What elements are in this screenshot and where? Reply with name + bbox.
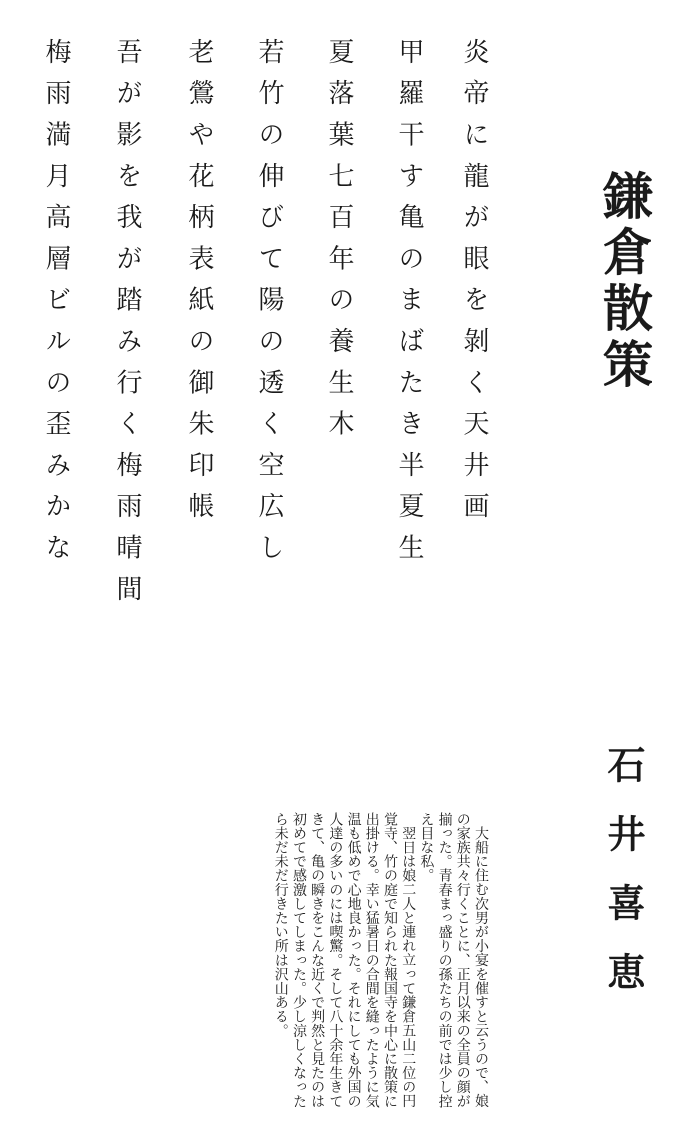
prose-essay (128, 812, 490, 1112)
poem-4: 若竹の伸びて陽の透く空広し (254, 38, 284, 575)
author-name: 石井喜恵 (601, 745, 646, 1021)
poem-6: 吾が影を我が踏み行く梅雨晴間 (112, 38, 142, 617)
prose-paragraph-1: 大船に住む次男が小宴を催すと云うので、娘の家族共々行くことに、正月以来の全員の顔が揃った。青春まっ盛りの孫たちの前では少し控え目な私。 (418, 812, 489, 1109)
poem-7: 梅雨満月高層ビルの歪みかな (41, 38, 71, 575)
poem-5: 老鶯や花柄表紙の御朱印帳 (184, 38, 214, 534)
poem-3: 夏落葉七百年の養生木 (324, 38, 354, 451)
poem-2: 甲羅干す亀のまばたき半夏生 (394, 38, 424, 575)
page-title: 鎌倉散策 (595, 170, 654, 394)
poem-1: 炎帝に龍が眼を剝く天井画 (459, 38, 489, 534)
prose-paragraph-2: 翌日は娘二人と連れ立って鎌倉五山二位の円覚寺、竹の庭で知られた報国寺を中心に散策に出掛ける。幸い猛暑日の合間を縫ったように気温も低めで心地良かった。それにしても外国の人達の多いのには喫驚。そして八十余年生きてきて、亀の瞬きをこんな近くで判然と見たのは初めてで感激してしまった。少し涼しくなったら未だ未だ行きたい所は沢山ある。 (272, 812, 417, 1109)
